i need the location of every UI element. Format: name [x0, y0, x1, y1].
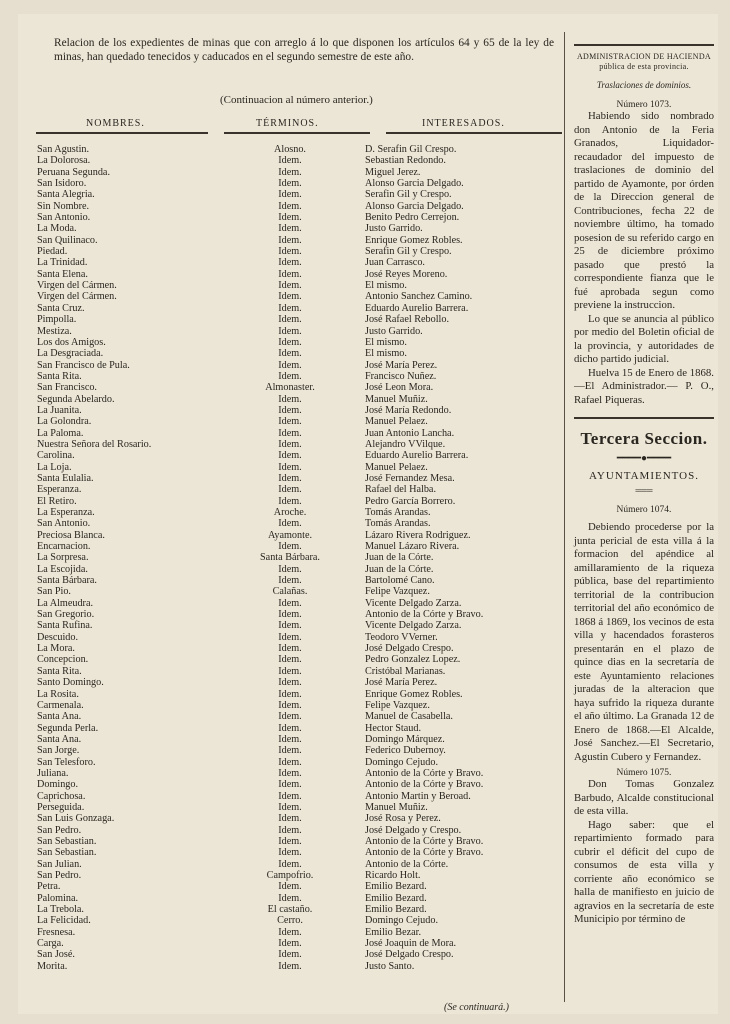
names-column [37, 144, 207, 972]
mine-name: Los dos Amigos. [37, 336, 106, 348]
mine-name: Petra. [37, 881, 61, 893]
mine-name: La Escojida. [37, 563, 88, 575]
mine-term: Idem. [278, 756, 302, 768]
mine-interested: Vicente Delgado Zarza. [365, 620, 462, 632]
mine-term: Idem. [278, 722, 302, 734]
mines-list-section [34, 36, 564, 1013]
notice-paragraph: Lo que se anuncia al público por medio del Boletin oficial de la provincia, y autoridades de dicho partido judicial. [574, 312, 714, 365]
mine-name: La Loja. [37, 461, 72, 473]
mine-term: Idem. [278, 450, 302, 462]
mine-term: Idem. [278, 801, 302, 813]
mine-interested: José María Perez. [365, 359, 438, 371]
mine-name: San Pedro. [37, 824, 82, 836]
mine-name: Carmenala. [37, 699, 84, 711]
mine-name: Palomina. [37, 892, 79, 904]
mine-term: Idem. [278, 733, 302, 745]
mine-name: La Trinidad. [37, 257, 88, 269]
mine-term: Idem. [278, 767, 302, 779]
mine-name: Concepcion. [37, 654, 89, 666]
mine-interested: Miguel Jerez. [365, 166, 421, 178]
mine-interested: Emilio Bezard. [365, 904, 427, 916]
mine-name: Santa Cruz. [37, 302, 85, 314]
mine-term: Idem. [278, 813, 302, 825]
mine-interested: Serafin Gil y Crespo. [365, 189, 452, 201]
notice-paragraph: Debiendo procederse por la junta pericial de esta villa á la formacion del apéndice al amillaramiento de la riqueza pública, base del repartimiento territorial de la contribucion territorial del año económico de 1868 á 1869, los vecinos de esta villa y hacendados forasteros presentarán en el plazo de quince dias en la secretaría de este Ayuntamiento relaciones juradas de la alteracion que haya sufrido la riqueza durante el año último. La Granada 12 de Enero de 1868.—El Alcalde, José Sanchez.—El Secretario, Agustin Cubero y Fernandez. [574, 521, 714, 763]
mine-interested: Serafin Gil y Crespo. [365, 246, 452, 258]
mine-interested: Manuel Muñiz. [365, 801, 428, 813]
mine-term: Idem. [278, 665, 302, 677]
mine-interested: Justo Santo. [365, 960, 415, 972]
mine-name: Perseguida. [37, 801, 85, 813]
mine-name: Descuido. [37, 631, 79, 643]
mine-interested: Antonio Sanchez Camino. [365, 291, 473, 303]
mine-name: San Jorge. [37, 745, 80, 757]
mine-term: Idem. [278, 234, 302, 246]
mine-interested: Tomás Arandas. [365, 507, 431, 518]
notice-number: Número 1073. [616, 100, 672, 110]
mine-interested: Pedro García Borrero. [365, 495, 456, 507]
mine-name: Fresnesa. [37, 926, 76, 938]
admin-subtitle: pública de esta provincia. [599, 62, 689, 71]
header-rule [224, 132, 370, 134]
mine-interested: José Rafael Rebollo. [365, 314, 450, 326]
ayuntamientos-heading: AYUNTAMIENTOS. [589, 470, 699, 482]
mine-term: Idem. [278, 949, 302, 961]
mine-interested: Alonso Garcia Delgado. [365, 200, 464, 212]
mine-interested: Manuel Muñiz. [365, 393, 428, 405]
continuation-note: (Continuacion al número anterior.) [220, 94, 373, 106]
section-rule [574, 417, 714, 419]
mine-term: Idem. [278, 790, 302, 802]
mine-term: Idem. [278, 835, 302, 847]
top-rule [574, 44, 714, 46]
mine-interested: Alejandro VVilque. [365, 438, 446, 450]
mine-interested: Manuel Pelaez. [365, 461, 428, 473]
mine-name: La Moda. [37, 223, 77, 235]
header-rule [386, 132, 562, 134]
mine-interested: Antonio de la Córte. [365, 858, 449, 870]
mine-term: Idem. [278, 314, 302, 326]
mine-interested: Juan Antonio Lancha. [365, 427, 455, 439]
notice-number: Número 1075. [616, 768, 672, 778]
mine-interested: José Fernandez Mesa. [365, 472, 455, 484]
ornament: ═══ [635, 486, 653, 495]
mine-name: Santa Eulalia. [37, 472, 94, 484]
mine-interested: Federico Dubernoy. [365, 745, 446, 757]
mine-interested: Antonio Martin y Beroad. [365, 790, 471, 802]
mine-name: Santa Ana. [37, 733, 82, 745]
mine-term: Idem. [278, 541, 302, 553]
notice-paragraph: Habiendo sido nombrado don Antonio de la Feria Granados, Liquidador-recaudador del impuesto de traslaciones de dominio del partido de Ayamonte, por órden de la Direccion general de Contribuciones, fecha 22 de noviembre último, ha tomado posesion de su referido cargo en 25 de diciembre próximo pasado que prestó la correspondiente fianza que le fué aprobada segun como previene la instruccion. [574, 110, 714, 311]
mine-term: Santa Bárbara. [260, 552, 320, 564]
mine-name: La Felicidad. [37, 915, 91, 927]
mine-term: Idem. [278, 268, 302, 280]
mine-interested: José Rosa y Perez. [365, 813, 441, 825]
mine-name: El Retiro. [37, 495, 77, 507]
mine-name: La Paloma. [37, 427, 84, 439]
notice-paragraph: Hago saber: que el repartimiento formado para cubrir el déficit del cupo de consumos de esta villa y corriente año económico se halla de manifiesto en juicio de agravios en la secretaría de este Municipio por término de [574, 818, 714, 925]
mine-name: La Trebola. [37, 904, 84, 916]
mine-term: Idem. [278, 348, 302, 360]
mine-term: Calañas. [272, 586, 308, 598]
mine-name: La Sorpresa. [37, 552, 89, 564]
intro-paragraph: Relacion de los expedientes de minas que con arreglo á lo que disponen los artículos 64 y 65 de la ley de minas, han quedado tenecidos y caducados en el segundo semestre de este año. [54, 37, 554, 63]
mine-name: La Esperanza. [37, 507, 95, 518]
mine-interested: El mismo. [365, 280, 407, 292]
mine-name: San Isidoro. [37, 178, 87, 190]
mine-interested: José María Perez. [365, 677, 438, 689]
mine-term: Idem. [278, 824, 302, 836]
mine-term: Idem. [278, 745, 302, 757]
mine-interested: Vicente Delgado Zarza. [365, 597, 462, 609]
mine-term: Idem. [278, 280, 302, 292]
mine-interested: Antonio de la Córte y Bravo. [365, 779, 484, 791]
mine-term: Idem. [278, 631, 302, 643]
mine-interested: El mismo. [365, 348, 407, 360]
mine-interested: Rafael del Halba. [365, 484, 436, 496]
mine-term: Campofrio. [266, 870, 314, 881]
mine-term: Idem. [278, 404, 302, 416]
header-names: NOMBRES. [86, 118, 145, 129]
mine-name: Esperanza. [37, 484, 82, 496]
mine-name: Encarnacion. [37, 541, 91, 553]
mine-term: Idem. [278, 699, 302, 711]
mine-term: Idem. [278, 609, 302, 621]
mine-name: San Luis Gonzaga. [37, 813, 115, 825]
mine-interested: Domingo Cejudo. [365, 915, 439, 927]
mine-name: Caprichosa. [37, 790, 86, 802]
mine-name: Mestiza. [37, 325, 72, 337]
mine-interested: Emilio Bezar. [365, 926, 422, 938]
mine-interested: Lázaro Rivera Rodriguez. [365, 529, 471, 541]
mine-term: Idem. [278, 325, 302, 337]
mine-name: San Antonio. [37, 212, 91, 224]
mine-term: Cerro. [277, 915, 303, 927]
mine-name: La Almeudra. [37, 597, 94, 609]
mine-interested: Eduardo Aurelio Barrera. [365, 302, 469, 314]
mine-interested: Justo Garrido. [365, 223, 423, 235]
mine-interested: Juan Carrasco. [365, 257, 425, 269]
mine-name: Segunda Abelardo. [37, 393, 115, 405]
mine-term: Idem. [278, 858, 302, 870]
mine-interested: Cristóbal Marianas. [365, 665, 446, 677]
mine-name: Juliana. [37, 767, 69, 779]
traslaciones-heading: Traslaciones de dominios. [596, 80, 692, 90]
mine-name: San Pio. [37, 586, 71, 598]
mine-term: Idem. [278, 892, 302, 904]
mine-name: Santa Rita. [37, 665, 82, 677]
mine-term: Idem. [278, 212, 302, 224]
mine-interested: Enrique Gomez Robles. [365, 234, 463, 246]
mine-name: San Antonio. [37, 518, 91, 530]
right-column [574, 44, 714, 927]
mine-name: Santa Rita. [37, 370, 82, 382]
mine-term: Idem. [278, 960, 302, 972]
mine-name: La Mora. [37, 643, 75, 655]
mine-term: Idem. [278, 302, 302, 314]
mine-name: Carolina. [37, 450, 75, 462]
mine-term: Idem. [278, 427, 302, 439]
mine-interested: Juan de la Córte. [365, 552, 434, 564]
mine-interested: Domingo Márquez. [365, 733, 445, 745]
mine-interested: Alonso Garcia Delgado. [365, 178, 464, 190]
mine-term: Idem. [278, 223, 302, 235]
mine-name: Santa Alegria. [37, 189, 95, 201]
mine-term: Idem. [278, 495, 302, 507]
mine-term: Idem. [278, 484, 302, 496]
mine-name: La Desgraciada. [37, 348, 104, 360]
mine-name: La Golondra. [37, 416, 92, 428]
mine-term: Almonaster. [265, 382, 315, 394]
mine-name: Preciosa Blanca. [37, 529, 105, 541]
mine-name: Morita. [37, 960, 68, 972]
mine-interested: Antonio de la Córte y Bravo. [365, 609, 484, 621]
mine-interested: Tomás Arandas. [365, 518, 431, 530]
mine-name: San José. [37, 949, 75, 961]
mine-name: Segunda Perla. [37, 722, 99, 734]
mine-interested: Antonio de la Córte y Bravo. [365, 835, 484, 847]
mine-interested: Emilio Bezard. [365, 881, 427, 893]
mine-term: Idem. [278, 881, 302, 893]
mine-interested: José Reyes Moreno. [365, 268, 448, 280]
mine-name: La Rosita. [37, 688, 79, 700]
mine-interested: D. Serafin Gil Crespo. [365, 144, 457, 155]
mine-term: Idem. [278, 291, 302, 303]
mine-interested: Antonio de la Córte y Bravo. [365, 767, 484, 779]
mine-interested: Eduardo Aurelio Barrera. [365, 450, 469, 462]
mine-term: Idem. [278, 926, 302, 938]
mine-name: Peruana Segunda. [37, 166, 110, 178]
mine-term: Idem. [278, 654, 302, 666]
mine-term: Idem. [278, 155, 302, 167]
mine-interested: Manuel Lázaro Rivera. [365, 541, 460, 553]
mine-term: Idem. [278, 620, 302, 632]
mine-name: San Francisco de Pula. [37, 359, 130, 371]
mine-interested: Pedro Gonzalez Lopez. [365, 654, 461, 666]
mine-term: Idem. [278, 178, 302, 190]
mine-name: Sin Nombre. [37, 200, 90, 212]
mine-name: La Dolorosa. [37, 155, 91, 167]
mine-term: Idem. [278, 370, 302, 382]
mine-term: Idem. [278, 246, 302, 258]
ornament: ━━━━●━━━━ [616, 453, 672, 464]
mine-interested: José Delgado y Crespo. [365, 824, 462, 836]
mine-interested: Benito Pedro Cerrejon. [365, 212, 460, 224]
mine-interested: Manuel de Casabella. [365, 711, 453, 723]
notice-signature: Huelva 15 de Enero de 1868.—El Administrador.— P. O., Rafael Piqueras. [574, 366, 714, 406]
mine-interested: Justo Garrido. [365, 325, 423, 337]
mine-name: Domingo. [37, 779, 79, 791]
header-terms: TÉRMINOS. [256, 118, 319, 129]
mine-name: Virgen del Cármen. [37, 280, 117, 292]
mine-name: La Juanita. [37, 404, 82, 416]
mine-name: Santo Domingo. [37, 677, 104, 689]
mine-term: Idem. [278, 200, 302, 212]
mine-term: Idem. [278, 643, 302, 655]
mine-name: Santa Rufina. [37, 620, 93, 632]
mine-term: Idem. [278, 257, 302, 269]
mine-interested: El mismo. [365, 336, 407, 348]
mine-interested: Hector Staud. [365, 722, 422, 734]
mine-interested: José Delgado Crespo. [365, 949, 454, 961]
interested-column [365, 144, 545, 972]
mine-interested: José María Redondo. [365, 404, 452, 416]
header-rule [36, 132, 208, 134]
mine-term: Idem. [278, 359, 302, 371]
column-divider [564, 32, 565, 1002]
admin-title: ADMINISTRACION DE HACIENDA [576, 52, 711, 61]
mine-term: Aroche. [273, 507, 307, 518]
mine-name: Santa Bárbara. [37, 575, 97, 587]
mine-interested: Felipe Vazquez. [365, 586, 430, 598]
mine-term: El castaño. [267, 904, 313, 916]
mine-term: Idem. [278, 677, 302, 689]
mine-interested: José Leon Mora. [365, 382, 434, 394]
mine-name: Piedad. [37, 246, 68, 258]
mine-term: Idem. [278, 597, 302, 609]
mine-interested: Juan de la Córte. [365, 563, 434, 575]
notice-paragraph: Don Tomas Gonzalez Barbudo, Alcalde constitucional de esta villa. [574, 778, 714, 817]
mine-term: Idem. [278, 847, 302, 859]
continued-note: (Se continuará.) [444, 1002, 509, 1013]
mine-name: Carga. [37, 938, 64, 950]
mine-term: Idem. [278, 711, 302, 723]
mine-term: Ayamonte. [267, 529, 313, 541]
mine-interested: Antonio de la Córte y Bravo. [365, 847, 484, 859]
mine-term: Alosno. [274, 144, 306, 155]
mine-term: Idem. [278, 461, 302, 473]
mine-term: Idem. [278, 336, 302, 348]
mine-interested: Ricardo Holt. [365, 870, 421, 881]
mine-term: Idem. [278, 393, 302, 405]
table-header [34, 114, 564, 136]
mine-interested: Domingo Cejudo. [365, 756, 439, 768]
header-interested: INTERESADOS. [422, 118, 505, 129]
mine-name: San Agustin. [37, 144, 90, 155]
mine-name: San Julian. [37, 858, 82, 870]
mine-term: Idem. [278, 575, 302, 587]
mine-term: Idem. [278, 438, 302, 450]
mine-name: San Pedro. [37, 870, 82, 881]
mine-name: Santa Ana. [37, 711, 82, 723]
mine-term: Idem. [278, 563, 302, 575]
mine-interested: Felipe Vazquez. [365, 699, 430, 711]
mine-interested: José Delgado Crespo. [365, 643, 454, 655]
terms-column [240, 144, 340, 972]
mine-interested: Emilio Bezard. [365, 892, 427, 904]
mine-term: Idem. [278, 938, 302, 950]
mine-term: Idem. [278, 416, 302, 428]
mine-name: San Telesforo. [37, 756, 96, 768]
mine-term: Idem. [278, 688, 302, 700]
mine-interested: Teodoro VVerner. [365, 631, 438, 643]
mine-term: Idem. [278, 779, 302, 791]
mine-name: Pimpolla. [37, 314, 77, 326]
mine-name: San Sebastian. [37, 847, 97, 859]
mine-interested: Enrique Gomez Robles. [365, 688, 463, 700]
mine-interested: José Joaquin de Mora. [365, 938, 457, 950]
section-title: Tercera Seccion. [580, 429, 708, 448]
mine-name: Virgen del Cármen. [37, 291, 117, 303]
mine-name: Nuestra Señora del Rosario. [37, 438, 152, 450]
newspaper-page [18, 14, 718, 1014]
mine-interested: Bartolomé Cano. [365, 575, 435, 587]
mine-interested: Francisco Nuñez. [365, 370, 437, 382]
mine-interested: Manuel Pelaez. [365, 416, 428, 428]
mine-name: San Gregorio. [37, 609, 95, 621]
mine-term: Idem. [278, 518, 302, 530]
notice-number: Número 1074. [616, 505, 672, 515]
mine-term: Idem. [278, 189, 302, 201]
mine-interested: Sebastian Redondo. [365, 155, 446, 167]
mine-name: San Francisco. [37, 382, 97, 394]
mine-term: Idem. [278, 472, 302, 484]
mine-term: Idem. [278, 166, 302, 178]
mine-name: San Quilinaco. [37, 234, 98, 246]
mine-name: Santa Elena. [37, 268, 88, 280]
mine-name: San Sebastian. [37, 835, 97, 847]
